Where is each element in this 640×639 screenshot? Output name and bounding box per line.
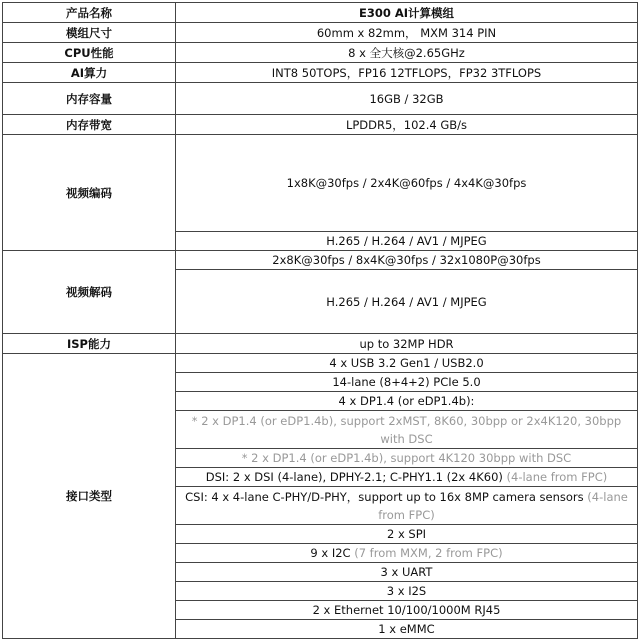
row-value-encode-codecs: H.265 / H.264 / AV1 / MJPEG	[176, 232, 638, 251]
table-row	[3, 135, 638, 232]
table-row	[3, 43, 638, 63]
row-value-decode-formats: 2x8K@30fps / 8x4K@30fps / 32x1080P@30fps	[176, 251, 638, 270]
interface-csi-note: (4-lane from FPC)	[378, 489, 628, 522]
interface-dsi-text: DSI: 2 x DSI (4-lane), DPHY-2.1; C-PHY1.1 (2x 4K60)	[205, 470, 503, 484]
row-value-size: 60mm x 82mm， MXM 314 PIN	[176, 23, 638, 43]
table-row	[3, 115, 638, 135]
table-row	[3, 3, 638, 23]
table-row	[3, 334, 638, 354]
row-label-interfaces: 接口类型	[3, 354, 176, 639]
row-label-cpu: CPU性能	[3, 43, 176, 63]
interface-csi-text: CSI: 4 x 4-lane C-PHY/D-PHY，support up to 16x 8MP camera sensors	[185, 489, 584, 504]
row-label-bandwidth: 内存带宽	[3, 115, 176, 135]
interface-ethernet: 2 x Ethernet 10/100/1000M RJ45	[176, 601, 638, 620]
interface-dsi-note: (4-lane from FPC)	[502, 470, 608, 484]
interface-csi	[176, 487, 638, 525]
row-value-isp: up to 32MP HDR	[176, 334, 638, 354]
interface-i2c-note: (7 from MXM, 2 from FPC)	[350, 546, 503, 560]
spec-table	[2, 2, 638, 639]
row-label-size: 模组尺寸	[3, 23, 176, 43]
table-row	[3, 23, 638, 43]
interface-emmc: 1 x eMMC	[176, 620, 638, 639]
row-value-name: E300 AI计算模组	[176, 3, 638, 23]
table-row	[3, 251, 638, 270]
interface-dp: 4 x DP1.4 (or eDP1.4b):	[176, 392, 638, 411]
row-label-encode: 视频编码	[3, 135, 176, 251]
row-label-isp: ISP能力	[3, 334, 176, 354]
interface-dp-note-2: * 2 x DP1.4 (or eDP1.4b), support 4K120 30bpp with DSC	[176, 449, 638, 468]
row-value-encode-formats: 1x8K@30fps / 2x4K@60fps / 4x4K@30fps	[176, 135, 638, 232]
table-row	[3, 83, 638, 115]
interface-dp-note-1: * 2 x DP1.4 (or eDP1.4b), support 2xMST, 8K60, 30bpp or 2x4K120, 30bpp with DSC	[176, 411, 638, 449]
interface-uart: 3 x UART	[176, 563, 638, 582]
row-label-ai: AI算力	[3, 63, 176, 83]
row-value-memory: 16GB / 32GB	[176, 83, 638, 115]
interface-i2c-text: 9 x I2C	[310, 546, 351, 560]
row-value-decode-codecs: H.265 / H.264 / AV1 / MJPEG	[176, 270, 638, 334]
interface-i2c	[176, 544, 638, 563]
interface-pcie: 14-lane (8+4+2) PCIe 5.0	[176, 373, 638, 392]
interface-usb: 4 x USB 3.2 Gen1 / USB2.0	[176, 354, 638, 373]
row-label-name: 产品名称	[3, 3, 176, 23]
table-row	[3, 354, 638, 373]
row-value-bandwidth: LPDDR5，102.4 GB/s	[176, 115, 638, 135]
table-row	[3, 63, 638, 83]
row-label-memory: 内存容量	[3, 83, 176, 115]
interface-dsi	[176, 468, 638, 487]
row-value-ai: INT8 50TOPS，FP16 12TFLOPS，FP32 3TFLOPS	[176, 63, 638, 83]
row-label-decode: 视频解码	[3, 251, 176, 334]
interface-spi: 2 x SPI	[176, 525, 638, 544]
row-value-cpu: 8 x 全大核@2.65GHz	[176, 43, 638, 63]
interface-i2s: 3 x I2S	[176, 582, 638, 601]
